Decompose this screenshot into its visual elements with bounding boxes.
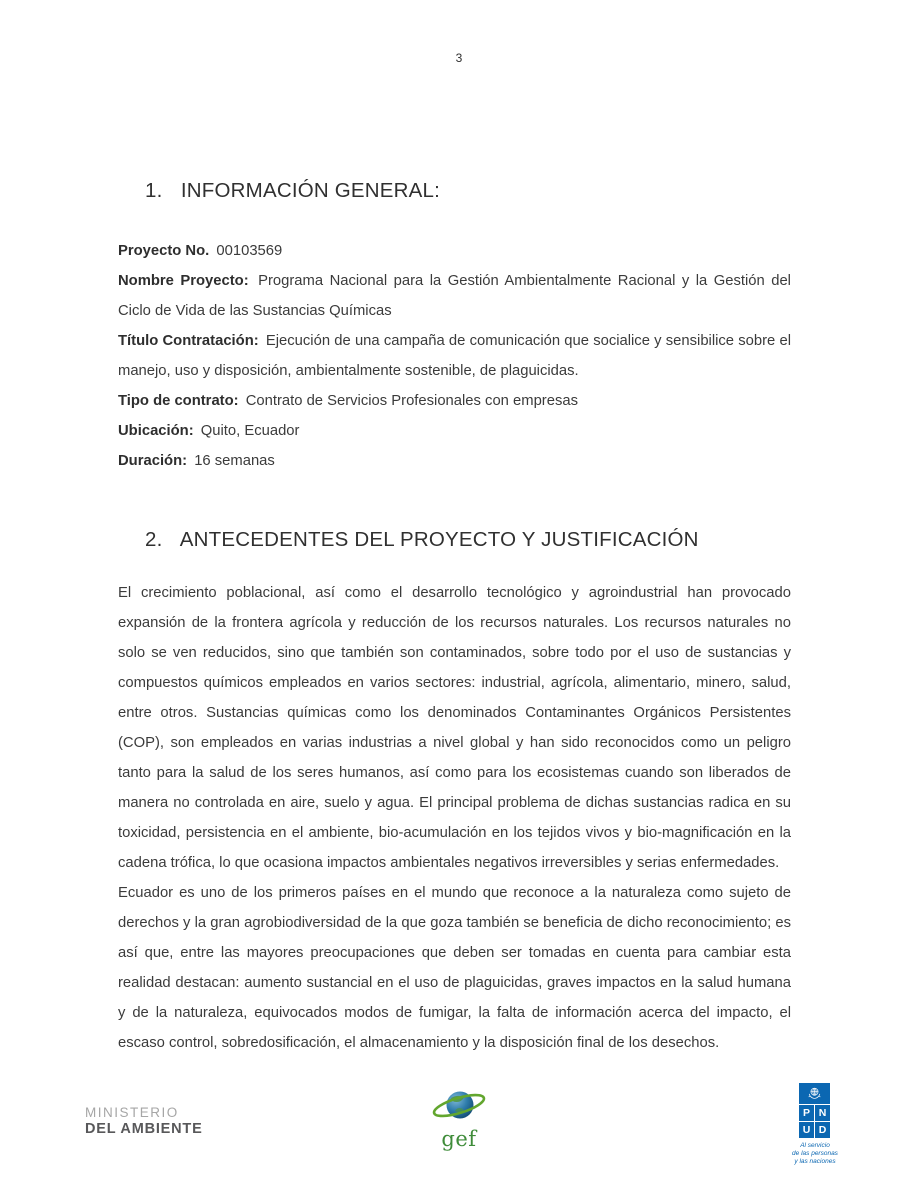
field-label: Tipo de contrato: bbox=[118, 393, 239, 409]
un-emblem-icon bbox=[799, 1083, 830, 1104]
paragraph-1: El crecimiento poblacional, así como el desarrollo tecnológico y agroindustrial han provocado expansión de la frontera agrícola y reducción de los recursos naturales. Los recursos naturales no solo se ven reducidos, sino que también son contaminados, sobre todo por el uso de sustancias y compuestos químicos empleados en varios sectores: industrial, agrícola, alimentario, minero, salud, entre otros. Sustancias químicas como los denominados Contaminantes Orgánicos Persistentes (COP), son empleados en varias industrias a nivel global y han sido reconocidos como un peligro tanto para la salud de los seres humanos, así como para los ecosistemas cuando son liberados de manera no controlada en aire, suelo y agua. El principal problema de dichas sustancias radica en su toxicidad, persistencia en el ambiente, bio-acumulación en los tejidos vivos y bio-magnificación en la cadena trófica, lo que ocasiona impactos ambientales negativos irreversibles y serias enfermedades. bbox=[118, 585, 791, 871]
page-number: 3 bbox=[455, 51, 463, 65]
field-label: Nombre Proyecto: bbox=[118, 273, 249, 289]
section-title: ANTECEDENTES DEL PROYECTO Y JUSTIFICACIÓN bbox=[179, 528, 699, 551]
field-value: Ejecución de una campaña de comunicación que socialice y sensibilice sobre el manejo, uso y disposición, ambientalmente sostenible, de plaguicidas. bbox=[118, 333, 791, 379]
gef-logo-text: gef bbox=[441, 1127, 477, 1151]
field-label: Título Contratación: bbox=[118, 333, 259, 349]
field-value: Programa Nacional para la Gestión Ambientalmente Racional y la Gestión del Ciclo de Vida de las Sustancias Químicas bbox=[118, 273, 791, 319]
pnud-tagline-line: Al servicio bbox=[800, 1142, 830, 1149]
field-value: 16 semanas bbox=[194, 453, 275, 469]
field-ubicacion bbox=[118, 416, 791, 446]
field-tipo-contrato bbox=[118, 386, 791, 416]
pnud-letter-grid bbox=[799, 1104, 830, 1138]
pnud-logo bbox=[792, 1083, 838, 1166]
document-body bbox=[118, 0, 791, 1058]
pnud-logo-box bbox=[799, 1083, 830, 1138]
gef-logo bbox=[424, 1084, 494, 1151]
pnud-tagline bbox=[783, 1142, 847, 1166]
ministerio-logo-line2: DEL AMBIENTE bbox=[85, 1121, 203, 1137]
pnud-letter: D bbox=[815, 1122, 830, 1138]
field-titulo-contratacion bbox=[118, 326, 791, 386]
section-heading-2 bbox=[118, 527, 791, 553]
paragraph-2: Ecuador es uno de los primeros países en el mundo que reconoce a la naturaleza como sujeto de derechos y la gran agrobiodiversidad de la que goza también se beneficia de dicho reconocimiento; es así que, entre las mayores preocupaciones que deben ser tomadas en cuenta para cambiar esta realidad destacan: aumento sustancial en el uso de plaguicidas, graves impactos en la salud humana y de la naturaleza, equivocados modos de fumigar, la falta de información acerca del impacto, el escaso control, sobredosificación, el almacenamiento y la disposición final de los desechos. bbox=[118, 885, 791, 1051]
project-info-fields bbox=[118, 236, 791, 476]
pnud-letter: N bbox=[815, 1105, 830, 1121]
pnud-letter: U bbox=[799, 1122, 814, 1138]
field-value: Quito, Ecuador bbox=[200, 423, 300, 439]
field-value: 00103569 bbox=[216, 243, 283, 259]
field-label: Proyecto No. bbox=[118, 243, 210, 259]
field-value: Contrato de Servicios Profesionales con empresas bbox=[245, 393, 578, 409]
field-duracion bbox=[118, 446, 791, 476]
body-paragraphs bbox=[118, 578, 791, 1058]
field-proyecto-no bbox=[118, 236, 791, 266]
section-heading-1 bbox=[118, 178, 791, 204]
section-number: 1. bbox=[145, 179, 163, 202]
ministerio-ambiente-logo bbox=[85, 1105, 203, 1137]
pnud-letter: P bbox=[799, 1105, 814, 1121]
field-label: Duración: bbox=[118, 453, 188, 469]
ministerio-logo-line1: MINISTERIO bbox=[85, 1105, 179, 1120]
pnud-tagline-line: y las naciones bbox=[794, 1158, 836, 1165]
pnud-tagline-line: de las personas bbox=[792, 1150, 838, 1157]
field-label: Ubicación: bbox=[118, 423, 194, 439]
field-nombre-proyecto bbox=[118, 266, 791, 326]
section-title: INFORMACIÓN GENERAL: bbox=[180, 179, 441, 202]
section-number: 2. bbox=[145, 528, 163, 551]
